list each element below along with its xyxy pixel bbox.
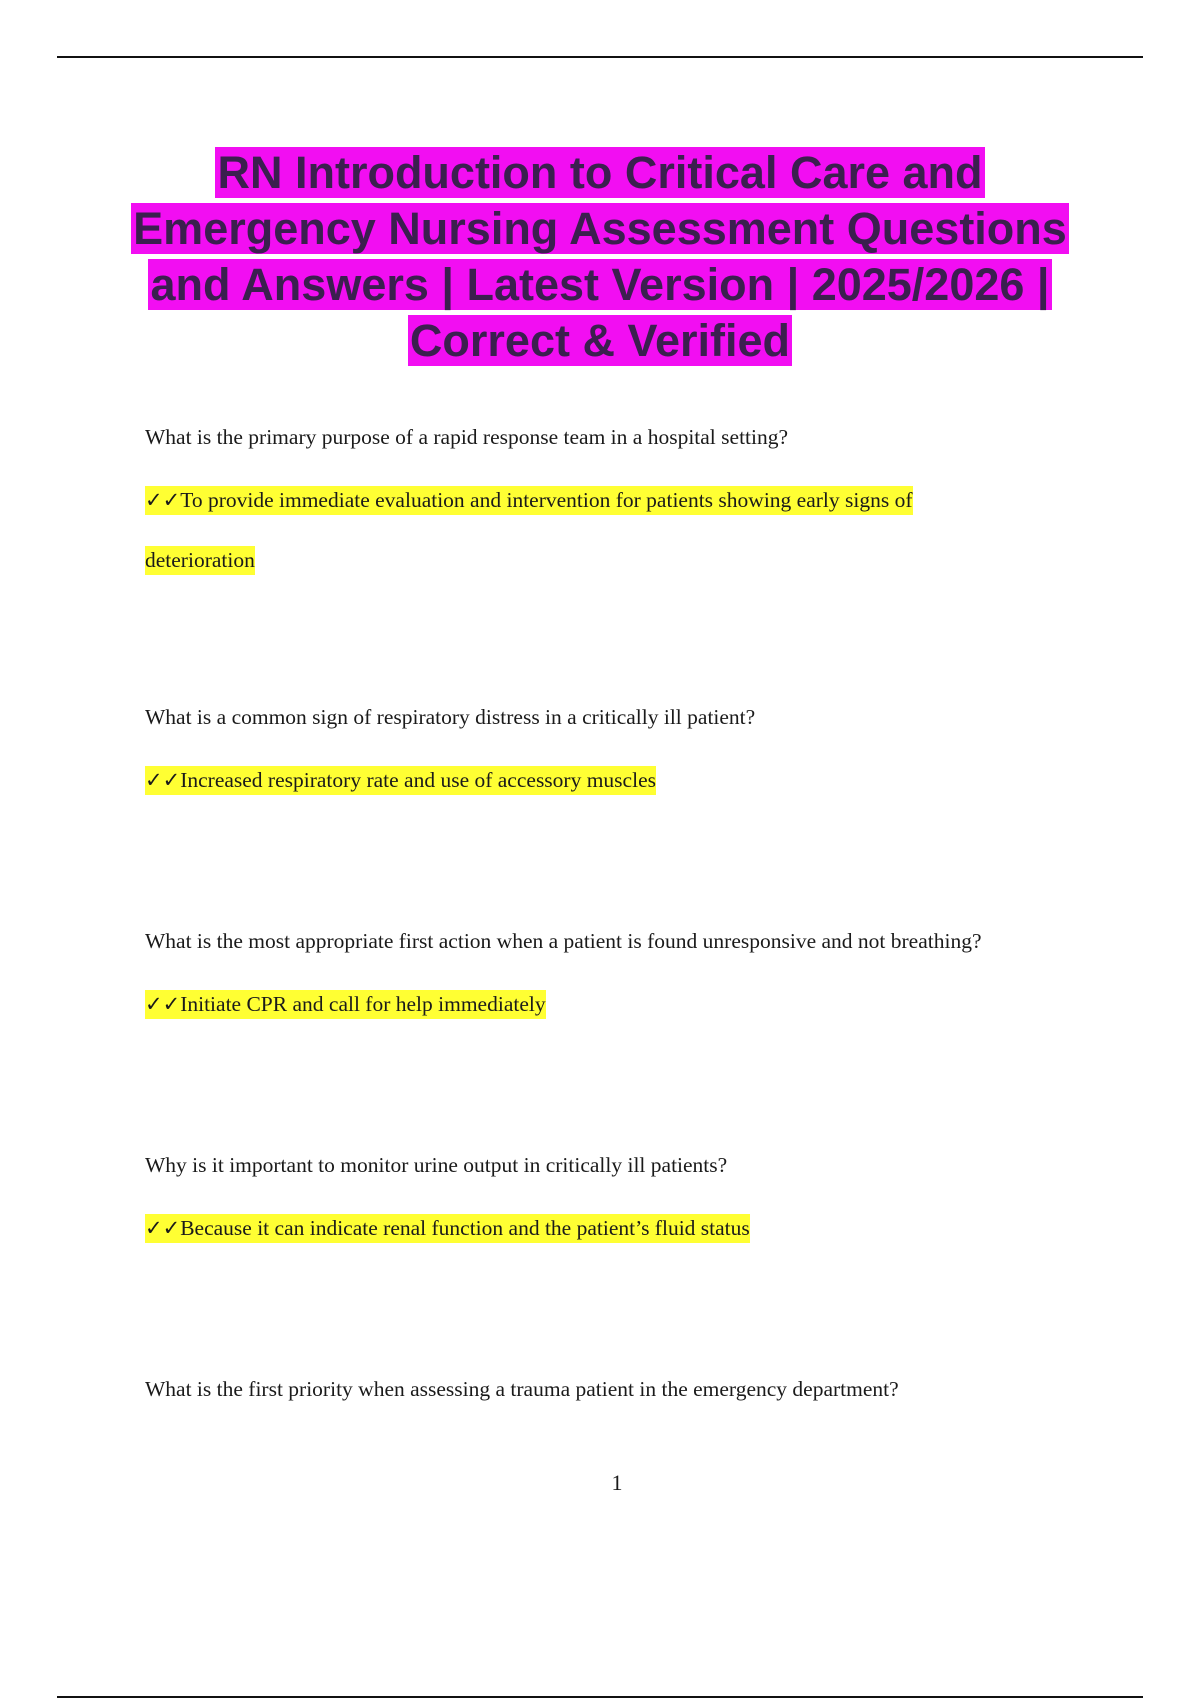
question-text: What is the first priority when assessing a trauma patient in the emergency department? — [145, 1377, 899, 1401]
answer-content: Increased respiratory rate and use of accessory muscles — [180, 768, 656, 792]
question-text: What is the most appropriate first action when a patient is found unresponsive and not breathing? — [145, 929, 982, 953]
answer-content: Initiate CPR and call for help immediately — [180, 992, 546, 1016]
qa-item — [145, 927, 1105, 1034]
page-number: 1 — [611, 1470, 623, 1495]
qa-item — [145, 423, 1105, 590]
check-icon: ✓✓ — [145, 992, 181, 1016]
document-title — [100, 145, 1100, 369]
footer-rule — [57, 1696, 1143, 1698]
question-text: What is a common sign of respiratory distress in a critically ill patient? — [145, 705, 756, 729]
question-text: Why is it important to monitor urine output in critically ill patients? — [145, 1153, 728, 1177]
qa-item — [145, 1151, 1105, 1258]
check-icon: ✓✓ — [145, 1216, 181, 1240]
title-text: RN Introduction to Critical Care and Emergency Nursing Assessment Questions and Answers | Latest Version | 2025/2026 | Correct & Verified — [133, 147, 1067, 366]
answer-text — [145, 470, 1025, 590]
check-icon: ✓✓ — [145, 768, 181, 792]
answer-content: Because it can indicate renal function and the patient’s fluid status — [180, 1216, 750, 1240]
answer-text — [145, 1198, 1025, 1258]
answer-text — [145, 974, 1025, 1034]
qa-item — [145, 1375, 1105, 1403]
question-text: What is the primary purpose of a rapid response team in a hospital setting? — [145, 425, 789, 449]
header-rule — [57, 56, 1143, 58]
answer-content: To provide immediate evaluation and intervention for patients showing early signs of deterioration — [145, 488, 913, 572]
qa-item — [145, 703, 1105, 810]
check-icon: ✓✓ — [145, 488, 181, 512]
answer-text — [145, 750, 1025, 810]
